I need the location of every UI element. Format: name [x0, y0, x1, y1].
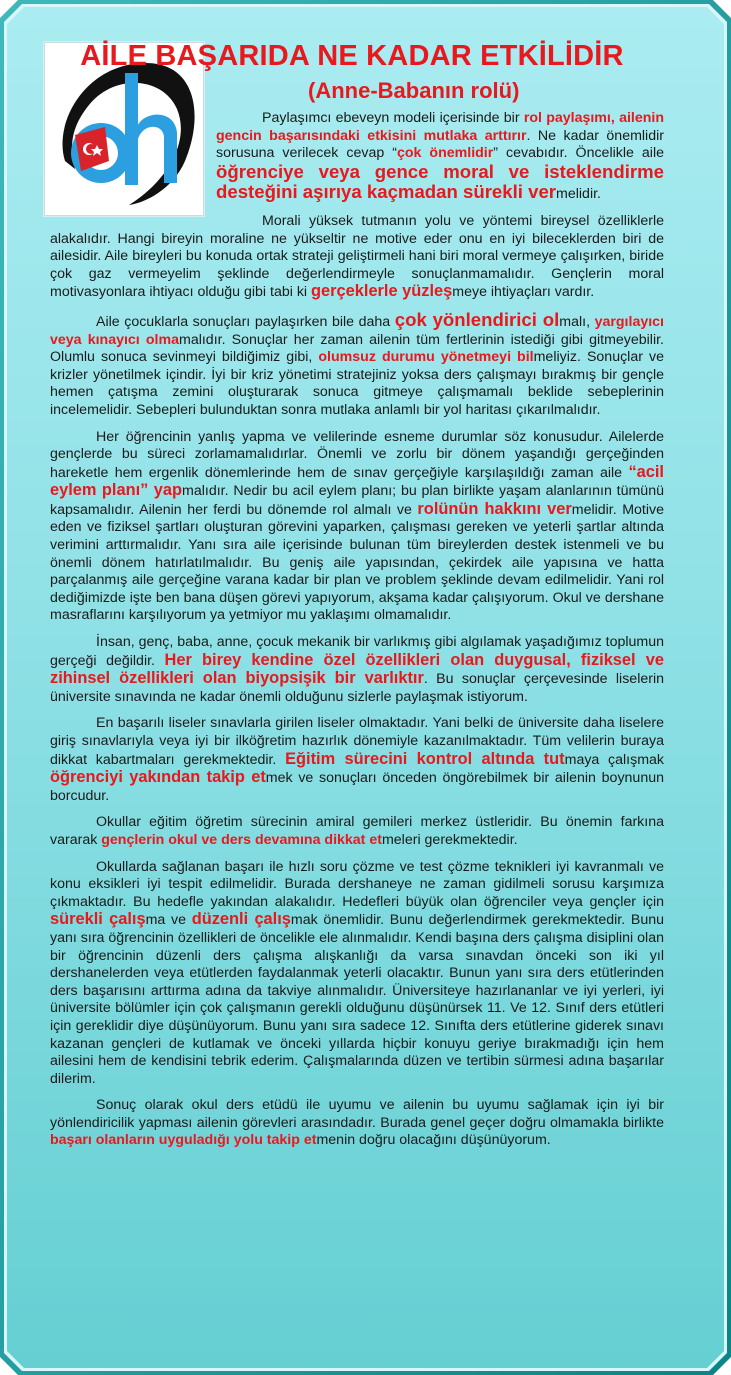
paragraph-1: Paylaşımcı ebeveyn modeli içerisinde bir rol paylaşımı, ailenin gencin başarısındaki etkisini mutlaka arttırır. Ne kadar önemlidir sorusuna verilecek cevap “çok önemlidir” cevabıdır. Öncelikle aile öğrenciye veya gence moral ve isteklendirme desteğini aşırıya kaçmadan sürekli vermelidir.	[216, 110, 665, 203]
article	[50, 38, 664, 1159]
paragraph-4: Her öğrencinin yanlış yapma ve velilerinde esneme durumlar söz konusudur. Ailelerde gençlerde bu süreci zorlamamalıdırlar. Önemli ve zorlu bir dönem yaşandığı gerçeğinden hareketle hem ergenlik dönemlerinde hem de sınav gerçeğiyle karşılaşıldığı zaman aile “acil eylem planı” yapmalıdır. Nedir bu acil eylem planı; bu plan birlikte yaşam alanlarının tümünü kapsamalıdır. Ailenin her ferdi bu dönemde rol almalı ve rolünün hakkını vermelidir. Motive eden ve fiziksel şartları oluşturan görevini yaparken, çalışması gereken ve yeterli şartlar altında verimini arttırmalıdır. Yanı sıra aile içerisinde bulunan tüm bireylerden destek istenmeli ve bu önemli dönem hatırlatılmalıdır. Bu geniş aile yapısından, çekirdek aile yapısına ve hatta parçalanmış aile gerçeğine varana kadar bir plan ve problem şeklinde devam edilmelidir. Yani rol dediğimizde işte ben bana düşen görevi yapıyorum, akşama kadar çalışıyorum. Okul ve dershane masraflarını karşılıyorum ya yetmiyor mu yaklaşımı olmamalıdır.	[50, 428, 664, 624]
paragraph-7: Okullar eğitim öğretim sürecinin amiral gemileri merkez üstleridir. Bu önemin farkına vararak gençlerin okul ve ders devamına dikkat etmeleri gerekmektedir.	[50, 814, 664, 848]
paragraph-9: Sonuç olarak okul ders etüdü ile uyumu ve ailenin bu uyumu sağlamak için iyi bir yönlendiricilik yapması ailenin görevleri arasındadır. Burada genel geçer doğru olmamakla birlikte başarı olanların uyguladığı yolu takip etmenin doğru olacağını düşünüyorum.	[50, 1097, 664, 1149]
subtitle: (Anne-Babanın rolü)	[308, 78, 520, 103]
paragraph-5: İnsan, genç, baba, anne, çocuk mekanik bir varlıkmış gibi algılamak yaşadığımız toplumun gerçeği değildir. Her birey kendine özel özellikleri olan duygusal, fiziksel ve zihinsel özellikleri olan biyopsişik bir varlıktır. Bu sonuçlar çerçevesinde liselerin üniversite sınavında ne kadar önemli olduğunu sizlerle paylaşmak istiyorum.	[50, 634, 665, 705]
paragraph-8: Okullarda sağlanan başarı ile hızlı soru çözme ve test çözme teknikleri iyi kavranmalı ve konu eksikleri iyi tespit edilmelidir. Burada dershaneye ne zaman gidilmeli sorusu karşımıza çıkmaktadır. Bu hedefle yakından alakalıdır. Hedefleri büyük olan öğrenciler veya gençler için sürekli çalışma ve düzenli çalışmak önemlidir. Bunu değerlendirmek gerekmektedir. Bunu yanı sıra öğrencinin özellikleri de öncelikle ele alınmalıdır. Kendi başına ders çalışma disiplini olan bir öğrencinin düzenli ders çalışma alışkanlığı da varsa sınavdan önceki son iki yıl dershanelerden veya etütlerden faydalanmak yeterli olacaktır. Bunun yanı sıra ders etütlerinden ders başarısını arttırma adına da takviye alınmalıdır. Üniversiteye hazırlananlar ve iyi yerleri, iyi üniversite bölümler için çok çalışmanın gerekli olduğunu düşünürsek 11. Ve 12. Sınıf ders etütleri için gereklidir diye düşünüyorum. Bunu yanı sıra sadece 12. Sınıfta ders etütlerine giderek sınavı kazanan gençleri de kutlamak ve önceki yıllarda hiçbir konuyu geriye bırakmadığı için hem ailesini hem de kendisini tebrik ederim. Çalışmalarında düzen ve tertibin sürmesi adına başarılar dilerim.	[50, 858, 664, 1087]
page-title: AİLE BAŞARIDA NE KADAR ETKİLİDİR	[80, 40, 624, 72]
paragraph-6: En başarılı liseler sınavlarla girilen liseler olmaktadır. Yani belki de üniversite daha liselere giriş sınavlarıyla veya iyi bir ilköğretim hazırlık dönemiyle kazanılmaktadır. Tüm velilerin buraya dikkat kabartmaları gerekmektedir. Eğitim sürecini kontrol altında tutmaya çalışmak öğrenciyi yakından takip etmek ve sonuçları önceden öngörebilmek bir ailenin boynunun borcudur.	[50, 715, 665, 804]
paragraph-3: Aile çocuklarla sonuçları paylaşırken bile daha çok yönlendirici olmalı, yargılayıcı veya kınayıcı olmamalıdır. Sonuçlar her zaman ailenin tüm fertlerinin istediği gibi gitmeyebilir. Olumlu sonuca sevinmeyi bildiğimiz gibi, olumsuz durumu yönetmeyi bilmeliyiz. Sonuçlar ve krizler yönetilmek içindir. İyi bir kriz yönetimi stratejiniz yoksa ders çalışmayı bırakmış bir gençle hemen çatışma zemini oluşturarak sonuca gitmeye çalışmamalı beklide sebeplerinin incelemelidir. Sebepleri bulunduktan sonra mutlaka anlamlı bir yol haritası çıkarılmalıdır.	[50, 308, 665, 418]
paragraph-2: Morali yüksek tutmanın yolu ve yöntemi bireysel özelliklerle alakalıdır. Hangi bireyin moraline ne yükseltir ne motive eder onu en iyi bileceklerden biri de ailesidir. Aile bireyleri bu konuda ortak strateji geliştirmeli hani biri moral vermeye çalışırken, biride çok gaz vermeyelim şeklinde değerlendirmeyle sonuçlanmamalıdır. Gençlerin moral motivasyonlara ihtiyacı olduğu gibi tabi ki gerçeklerle yüzleşmeye ihtiyaçları vardır.	[50, 212, 664, 301]
